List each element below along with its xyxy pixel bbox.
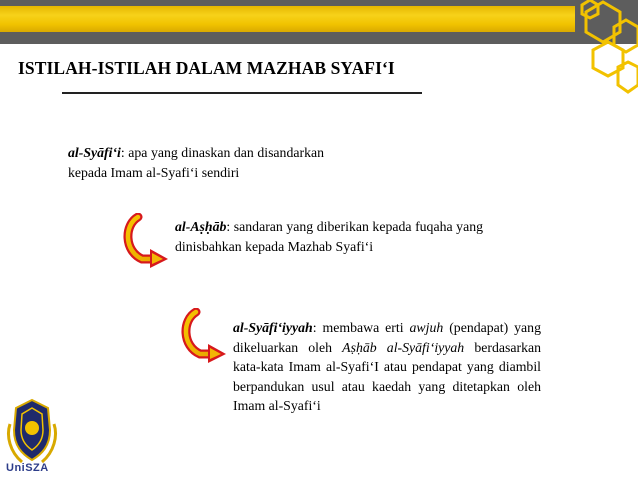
curved-arrow-icon <box>120 213 174 269</box>
definition-al-ashab <box>175 217 483 256</box>
term-separator: : <box>312 320 317 335</box>
curved-arrow-icon <box>179 308 231 364</box>
definition-al-syafii <box>68 143 324 182</box>
definition-al-syafiiyyah <box>233 318 541 416</box>
definition-text: apa yang dinaskan dan disandarkan kepada Imam al-Syafi‘i sendiri <box>68 145 324 180</box>
title-underline <box>62 92 422 94</box>
term-label: al-Aṣḥāb <box>175 219 227 234</box>
header-bar <box>0 0 638 44</box>
definition-text-part-b: (pendapat) yang dikeluarkan oleh <box>233 320 541 355</box>
definition-text-part-a: membawa erti <box>316 320 410 335</box>
definition-text-part-c: berdasarkan kata-kata Imam al-Syafi‘I atau pendapat yang diambil berpandukan usul atau kaedah yang ditetapkan oleh Imam al-Syafi‘i <box>233 339 541 413</box>
italic-term-awjuh: awjuh <box>409 320 444 335</box>
slide-title: ISTILAH-ISTILAH DALAM MAZHAB SYAFI‘I <box>18 58 395 78</box>
header-yellow-stripe <box>0 6 575 32</box>
italic-term-ashab: Aṣḥāb al-Syāfi‘iyyah <box>342 339 465 355</box>
term-label: al-Syāfi‘iyyah <box>233 320 313 335</box>
term-separator: : <box>226 219 231 234</box>
gold-lattice-decoration <box>568 0 638 100</box>
term-separator: : <box>120 145 125 160</box>
university-wordmark: UniSZA <box>6 462 49 474</box>
term-label: al-Syāfi‘i <box>68 145 121 160</box>
definition-text: sandaran yang diberikan kepada fuqaha yang dinisbahkan kepada Mazhab Syafi‘i <box>175 219 483 254</box>
